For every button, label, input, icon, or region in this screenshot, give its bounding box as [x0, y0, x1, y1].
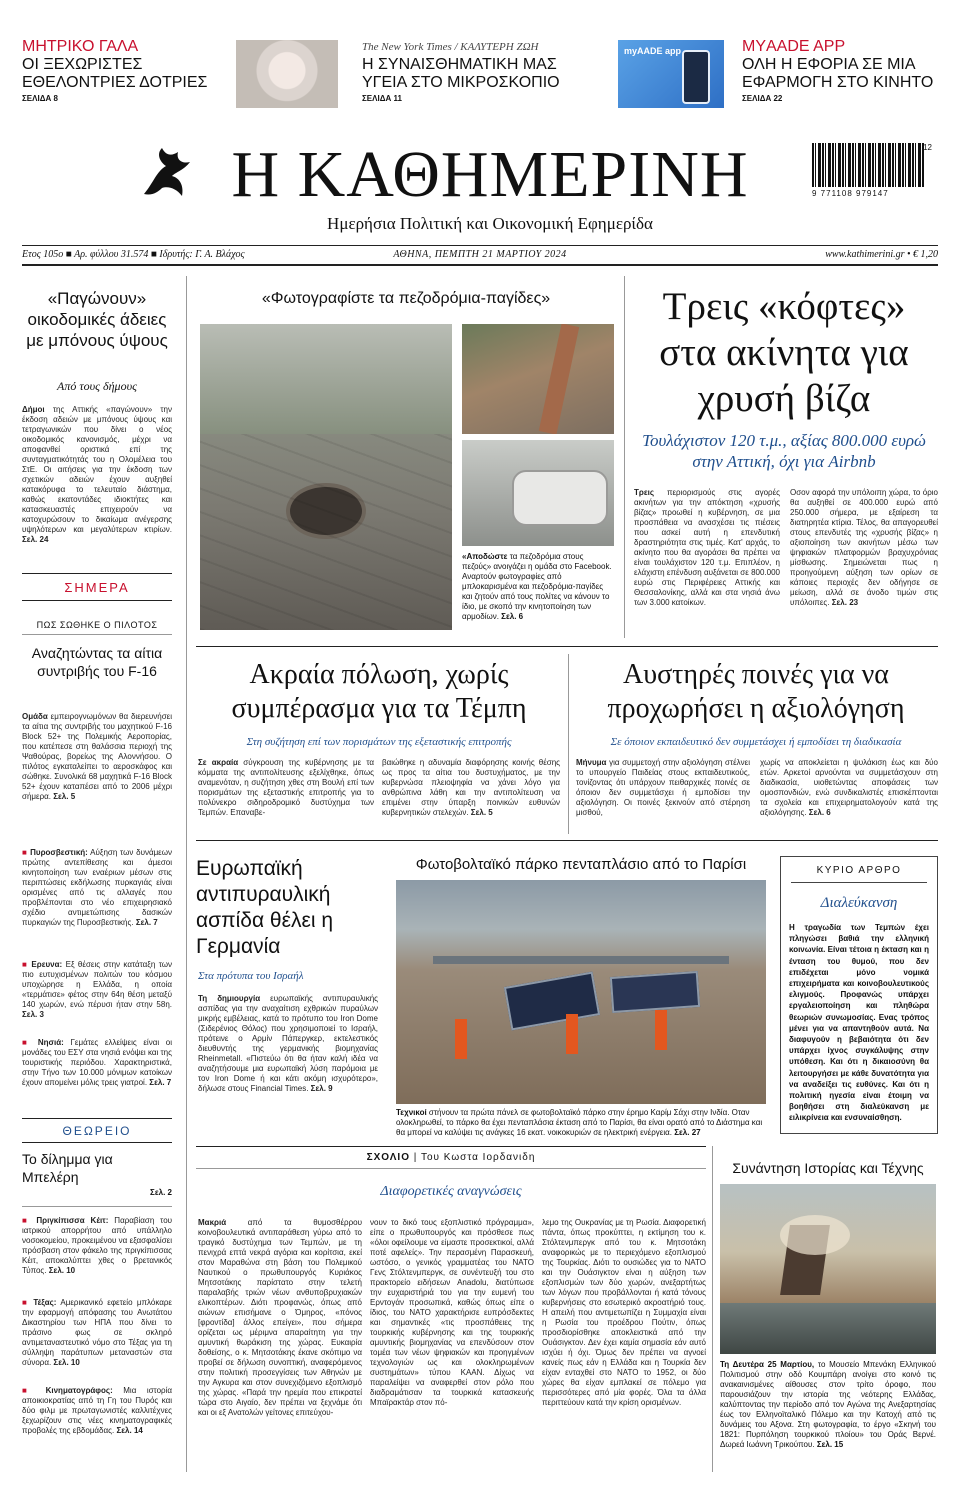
- page-ref: Σελ. 7: [149, 1078, 172, 1087]
- brief-lead: Πριγκίπισσα Κέιτ:: [36, 1216, 109, 1225]
- germany-headline[interactable]: Ευρωπαϊκή αντιπυραυλική ασπίδα θέλει η Γερμανία: [196, 857, 334, 958]
- body-text: Παραβίαση του ιατρικού απορρήτου από υπάλληλο νοσοκομείου, προκειμένου να εξασφαλίσει πρόσβαση στον φάκελο της πριγκίπισσας Κέιτ, αποκαλύπτει χθες ο βρετανικός Τύπος.: [22, 1216, 173, 1275]
- divider: [196, 1146, 706, 1147]
- comment-author: Του Κωστα Ιορδανιδη: [420, 1152, 536, 1163]
- teaser-myaade-image: [618, 40, 724, 108]
- left-lead-body: [22, 405, 172, 565]
- divider: [22, 1142, 172, 1143]
- column-divider: [624, 276, 625, 638]
- divider: [22, 573, 172, 574]
- caption-lead: Τεχνικοί: [396, 1108, 427, 1117]
- body-text: Μια ιστορία αποικιοκρατίας από τη Γη του Πυρός και δύο φιλμ με πρωταγωνιστές καλλιτέχνες ξεχωρίζουν στις νέες κινηματογραφικές προβολές της εβδομάδας.: [22, 1386, 172, 1435]
- theoreio-headline[interactable]: Το δίλημμα για Μπελέρη: [22, 1151, 113, 1185]
- editorial-body: Η τραγωδία των Τεμπών έχει πληγώσει βαθιά την ελληνική κοινωνία. Είναι τέτοια η έκταση και η ένταση του θυμού, που δεν επιδέχεται μόνο νομικά επιχειρήματα και κοινοβουλευτικούς ελιγμούς. Προφανώς υπάρχει εργαλειοποίηση και πληθώρα θεωριών συνωμοσίας. Ενας τρόπος μένει για να απαντηθούν αυτά. Να διαφυγούν η βεβαιότητα ότι δεν υπάρχει ίχνος συγκάλυψης στην υπόθεση. Και ότι η δικαιοσύνη θα λειτουργήσει με κάθε δυνατότητα για να αναδείξει τις ευθύνες. Και ότι η πολιτική ηγεσία είναι έτοιμη να βοηθήσει στη διαλεύκανση με ειλικρίνεια και ενσυναίσθηση.: [789, 923, 929, 1123]
- body-text: Αμερικανικό εφετείο μπλόκαρε την εφαρμογή απόφασης του Ανωτάτου Δικαστηρίου των ΗΠΑ που δίνει το πράσινο φως σε σκληρό αντιμεταναστευτικό νόμο στο Τέξας για τη σύλληψη παράτυπων μεταναστών στα σύνορα.: [22, 1298, 172, 1367]
- caption-text: τα πεζοδρόμια στους πεζούς» ανοιγάζει η ομάδα στο Facebook. Αναρτούν φωτογραφίες από μπλοκαρισμένα και πεζοδρόμια-παγίδες και ζητούν από τους πολίτες να κάνουν το ίδιο, με σκοπό την κινητοποίηση των αρμοδίων.: [462, 552, 612, 621]
- page-ref: Σελ. 6: [808, 808, 831, 817]
- brief-item[interactable]: ■ Τέξας: Αμερικανικό εφετείο μπλόκαρε την εφαρμογή απόφασης του Ανωτάτου Δικαστηρίου των ΗΠΑ που δίνει το πράσινο φως σε σκληρό αντιμεταναστευτικό νόμο στο Τέξας για τη σύλληψη παράτυπων μεταναστών στα σύνορα. Σελ. 10: [22, 1298, 172, 1367]
- solar-headline[interactable]: Φωτοβολταϊκό πάρκο πενταπλάσιο από το Παρίσι: [415, 856, 747, 873]
- barcode: [812, 143, 932, 199]
- myaade-logo: myAADE app: [624, 46, 682, 56]
- penalties-col1: [576, 758, 750, 832]
- comment-label: ΣΧΟΛΙΟ | Του Κωστα Ιορδανιδη: [366, 1152, 536, 1163]
- solar-caption: [396, 1108, 768, 1142]
- teaser-headline: ΕΦΑΡΜΟΓΗ ΣΤΟ ΚΙΝΗΤΟ: [742, 74, 934, 91]
- body-text: βαιώθηκε η αδυναμία διαφόρησης κοινής θέσης ως προς τα αίτια του δυστυχήματος, με την κυβερνώσα πλειοψηφία να χάνει λόγο για ανθρώπινα λάθη και την αντιπολίτευση να επιμένει στην ύπαρξη ποινικών ευθυνών κυβερνητικών στελεχών.: [382, 758, 560, 817]
- teaser-kicker: ΜΗΤΡΙΚΟ ΓΑΛΑ: [22, 38, 139, 55]
- comment-col1: [198, 1218, 362, 1474]
- page-ref: Σελ. 24: [22, 535, 49, 544]
- brief-item[interactable]: ■ Νησιά: Γεμάτες ελλείψεις είναι οι μονάδες του ΕΣΥ στα νησιά ενόψει και της τουριστικής περιόδου. Χαρακτηριστικά, στην Τήνο των 10.000 μόνιμων κατοίκων έχουν απομείνει μόλις τρεις γιατροί. Σελ. 7: [22, 1038, 172, 1087]
- lead-word: Ομάδα: [22, 712, 48, 721]
- editorial-title: Διαλεύκανση: [820, 895, 898, 911]
- pilot-kicker: ΠΩΣ ΣΩΘΗΚΕ Ο ΠΙΛΟΤΟΣ: [36, 620, 158, 630]
- tempi-col1: [198, 758, 374, 832]
- editorial-box[interactable]: [780, 856, 938, 1134]
- body-text: χωρίς να αποκλείεται η ψυλάκιση έως και δύο ετών. Αρκετοί αρνούνται να συμμετάσχουν στη διαδικασία, υιοθετώντας αποφάσεις των ομοσπονδιών, ενώ συνδικαλιστές επισκέπτονται τα σχολεία και επιχειρηματολογούν κατά της αξιολόγησης.: [760, 758, 938, 817]
- page-ref: Σελ. 3: [22, 1010, 44, 1019]
- teaser-2[interactable]: [362, 38, 592, 112]
- page-ref: Σελ. 27: [674, 1128, 701, 1137]
- brief-lead: Ερευνα:: [31, 960, 63, 969]
- section-label-theoreio: ΘΕΩΡΕΙΟ: [62, 1124, 132, 1138]
- griffin-logo-icon: [136, 142, 198, 204]
- comment-title[interactable]: Διαφορετικές αναγνώσεις: [380, 1184, 522, 1199]
- sidewalk-photo-main: [200, 324, 452, 630]
- teaser-3[interactable]: [742, 38, 952, 112]
- body-text: για συμμετοχή στην αξιολόγηση στέλνει το υπουργείο Παιδείας στους εκπαιδευτικούς, τονίζοντας ότι υπάρχουν πειθαρχικές ποινές σε όποιον δεν συμμετάσχει ή εμποδίσει την αξιολόγηση. Οι ποινές ξεκινούν από στέρηση μισθού,: [576, 758, 750, 817]
- teaser-headline: ΥΓΕΙΑ ΣΤΟ ΜΙΚΡΟΣΚΟΠΙΟ: [362, 74, 560, 91]
- body-text: Οσον αφορά την υπόλοιπη χώρα, το όριο θα αυξηθεί σε 400.000 ευρώ από 250.000 σήμερα, με εξαίρεση τα διατηρητέα κτίρια. Τέλος, θα απαγορευθεί στους επενδυτές της «χρυσής βίζας» η αξιοποίηση των ακινήτων μέσω των ψηφιακών πλατφορμών βραχυχρόνιας μίσθωσης. Σημειώνεται πως η προηγούμενη αύξηση των ορίων σε κάποιες περιοχές δεν οδήγησε σε μείωση, αλλά σε άνοδο τιμών στις υπόλοιπες.: [790, 488, 938, 607]
- comment-col3: [542, 1218, 706, 1474]
- pilot-body: [22, 712, 172, 840]
- brief-lead: Κινηματογράφος:: [45, 1386, 113, 1395]
- section-label-simera: ΣΗΜΕΡΑ: [64, 580, 130, 595]
- golden-visa-col1: [634, 488, 780, 634]
- golden-visa-sub: Τουλάχιστον 120 τ.μ., αξίας 800.000 ευρώ στην Αττική, όχι για Airbnb: [642, 431, 926, 471]
- tempi-headline[interactable]: Ακραία πόλωση, χωρίς συμπέρασμα για τα Τέμπη: [231, 659, 527, 724]
- page-ref: Σελ. 15: [816, 1440, 844, 1449]
- divider: [22, 600, 172, 601]
- divider: [196, 840, 938, 841]
- editorial-label: ΚΥΡΙΟ ΑΡΘΡΟ: [791, 865, 927, 883]
- infoline-center: ΑΘΗΝΑ, ΠΕΜΠΤΗ 21 ΜΑΡΤΙΟΥ 2024: [393, 249, 567, 260]
- body-text: λεμο της Ουκρανίας με τη Ρωσία. Διαφορετική πάντα, όπως προκύπτει, η εκτίμηση του κ. Στόλτενμπεργκ από του κ. Μητσοτάκη αναφορικώς με το περιεχόμενο εξοπλισμού της Τουρκίας. Διότι το ουσιώδες για το ΝΑΤΟ και την Ουάσιγκτον είναι η αύξηση των εξοπλισμών των δύο χωρών, ανεξαρτήτως των λόγων που προβάλλονται ή κατά τόνους κυβερνήσεις στο εσωτερικό ακροατήριό τους. Η απειλή που αντιμετωπίζει η Συμμαχία είναι η Ρωσία του προέδρου Πούτιν, όπως προσδιορίσθηκε αποκλειστικά από την Ουάσιγκτον. Δεν έχει καμία σημασία εάν αυτό ισχύει ή όχι. Όμως δεν πρέπει να αγνοεί κανείς πως εάν η Ελλάδα και η Τουρκία δεν είχαν ενταχθεί στο ΝΑΤΟ το 1952, οι δύο χώρες θα είχαν εμπλακεί σε πόλεμο για περισσότερες από μία φορές. Όλα τα άλλα περιττεύουν κατά την κρίση ορισμένων.: [542, 1218, 706, 1407]
- teaser-headline: ΟΙ ΞΕΧΩΡΙΣΤΕΣ: [22, 56, 143, 73]
- teaser-headline: Η ΣΥΝΑΙΣΘΗΜΑΤΙΚΗ ΜΑΣ: [362, 56, 557, 73]
- page-ref: Σελ. 5: [53, 792, 76, 801]
- caption-text: στήνουν τα πρώτα πάνελ σε φωτοβολταϊκό πάρκο στην έρημο Καρίμ Σάχι στην Ινδία. Οταν ολοκληρωθεί, το πάρκο θα έχει πενταπλάσια έκταση από το Παρίσι, θα είναι ορατό από το Διάστημα και θα μπορεί να καλύψει τις ανάγκες 16 εκατ. νοικοκυριών σε ηλεκτρική ενέργεια.: [396, 1108, 763, 1137]
- brief-lead: Πυροσβεστική:: [30, 848, 88, 857]
- divider: [22, 264, 938, 266]
- page-ref: Σελ. 10: [48, 1266, 76, 1275]
- penalties-sub: Σε όποιον εκπαιδευτικό δεν συμμετάσχει ή εμποδίσει τη διαδικασία: [610, 736, 902, 748]
- body-text: της Αττικής «παγώνουν» την έκδοση αδειών με μπόνους ύψους και τετραγωνικών που δίνει ο νέος οικοδομικός κανονισμός, μέχρι να αποφανθεί οριστικά επί της συνταγματικότητάς του η Ολομέλεια του ΣτΕ. Οι αιτήσεις για την έκδοση των σχετικών αδειών έχουν αυξηθεί κατακόρυφα το τελευταίο διάστημα, καθώς εκατοντάδες ιδιοκτήτες και κατασκευαστές επιχειρούν να κατοχυρώσουν το δικαίωμα ανέγερσης υψηλότερων και μεγαλύτερων κτιρίων.: [22, 405, 172, 534]
- phone-image: [682, 50, 710, 104]
- teaser-kicker: ΜΥAADE APP: [742, 38, 846, 55]
- page-ref: Σελ. 7: [135, 918, 158, 927]
- comment-col2: [370, 1218, 534, 1474]
- body-text: από τα θυμοσθέρρου κοινοβουλευτικά αντιπαράθεση γύρω από το τραγικό δυστύχημα των Τεμπών, με τη πενιχρά επτά νεκρά αγόρια και κορίτσια, εκεί στον Μαραθώνα στη βάση του Πολεμικού Ναυτικού ο πρωθυπουργός Κυριάκος Μητσοτάκης παρίστατο στην τελετή παραλαβής τριών νέων ανθυποβρυχιακών ελικοπτέρων. Διότι προφανώς, όπως από αιώνων επισήμανε ο Όμηρος, «πόνος [φροντίδα] άλλος επείγει», που σήμερα ορίζεται ως μέριμνα απαραίτητη για την αμυντική θωράκιση της χώρας. Ευκαιρία δοθείσης, ο κ. Μητσοτάκης έκανε σκόπιμο να προβεί σε δήλωση συνοπτική, αναφερόμενος στην πολιτική προσεγγίσεις των Αθηνών με την Αγκυρα και στον συνεχιζόμενο εξοπλισμό της χώρας. «Παρά την ηρεμία που επικρατεί τώρα στο Αιγαίο, δεν πρέπει να ξεχνάμε ότι και οι εξ Ανατολών γείτονες επιτεύχου-: [198, 1218, 362, 1417]
- left-lead-headline[interactable]: «Παγώνουν» οικοδομικές άδειες με μπόνους ύψους: [26, 289, 168, 350]
- lead-word: Δήμοι: [22, 405, 45, 414]
- barcode-number: 9 771108 979147: [812, 189, 889, 198]
- column-divider: [712, 1146, 713, 1472]
- page-ref: Σελ. 6: [501, 612, 524, 621]
- body-text: νουν το δικό τους εξοπλιστικό πρόγραμμα», είπε ο πρωθυπουργός και πρόσθεσε πως «όλοι οφείλουμε να είμαστε προσεκτικοί, αλλά ποτέ αφελείς». Την περασμένη Παρασκευή, ωστόσο, ο γενικός γραμματέας του ΝΑΤΟ Γενς Στόλτενμπεργκ, σε συνέντευξή του στο πρακτορείο ειδήσεων Anadolu, διατύπωσε την ευχαριστήριά του για την ευμενή του Ερντογάν προσωπικά, καθώς όπως είπε ο ίδιος, του ΝΑΤΟ χαρακτήρισε ευπρόσδεκτες και σημαντικές «τις προσπάθειες της τουρκικής κυβέρνησης και της τουρκικής αμυντικής βιομηχανίας να επενδύσουν στον τομέα των νέων ψηφιακών και προηγμένων τεχνολογιών ως και ολοκληρωμένων συστημάτων» τύπου ΚΑΑΝ. Δίχως να παραλείψει να αναφερθεί στον ρόλο που διαδραμάτισαν τα τουρκικά κατασκευής Μπαϊρακτάρ στον πό-: [370, 1218, 534, 1407]
- page-ref: Σελ. 5: [470, 808, 493, 817]
- column-divider: [568, 654, 569, 834]
- germany-sub: Στα πρότυπα του Ισραήλ: [198, 970, 304, 982]
- caption-lead: «Αποδώστε: [462, 552, 508, 561]
- caption-lead: Τη Δευτέρα 25 Μαρτίου,: [720, 1360, 815, 1369]
- divider: [22, 1206, 172, 1207]
- barcode-issue: 12: [923, 143, 932, 152]
- penalties-headline[interactable]: Αυστηρές ποινές για να προχωρήσει η αξιολόγηση: [607, 659, 905, 724]
- brief-lead: Νησιά:: [37, 1038, 64, 1047]
- penalties-col2: [760, 758, 938, 832]
- divider: [196, 646, 938, 647]
- body-text: Αύξηση των δυνάμεων πρώτης αντεπίθεσης και άμεσοι κινητοποίηση των εναέριων μέσων στις περιπτώσεις εκδήλωσης πυρκαγιάς είναι ορισμένες από τις αλλαγές που προβλέπονται στο νέο επιχειρησιακό σχέδιο αντιμετώπισης δασικών πυρκαγιών της Πυροσβεστικής.: [22, 848, 172, 927]
- culture-painting: [720, 1184, 936, 1354]
- lead-word: Μακριά: [198, 1218, 227, 1227]
- teaser-page: ΣΕΛΙΔΑ 8: [22, 94, 58, 103]
- solar-photo: [396, 880, 766, 1104]
- photo-story-caption: [462, 552, 614, 636]
- culture-headline[interactable]: Συνάντηση Ιστορίας και Τέχνης: [732, 1160, 924, 1176]
- page-ref: Σελ. 2: [150, 1188, 172, 1197]
- brief-lead: Τέξας:: [33, 1298, 57, 1307]
- caption-text: το Μουσείο Μπενάκη Ελληνικού Πολιτισμού στην οδό Κουμπάρη ανοίγει στο κοινό τις ανακαινισμένες αίθουσες στον τρίτο όροφο, που παρουσιάζουν την ιστορία της νεότερης Ελλάδας, καλύπτοντας την περίοδο από τον Αγώνα της Ανεξαρτησίας έως τον Ελληνοϊταλικό Πόλεμο και την Κατοχή από τις δυνάμεις του Αξονα. Στη φωτογραφία, το έργο «Σκηνή του 1821: Πυρπόληση τουρκικού πλοίου» του Οράς Βερνέ. Δωρεά Ιωάννη Τρικούπου.: [720, 1360, 936, 1449]
- lead-word: Μήνυμα: [576, 758, 607, 767]
- tempi-col2: [382, 758, 560, 832]
- body-text: περιορισμούς στις αγορές ακινήτων για την απόκτηση «χρυσής βίζας» προωθεί η κυβέρνηση, σε μια προσπάθεια να ανασχέσει τις πιέσεις που ασκεί αυτή η επενδυτική δραστηριότητα στις τιμές. Κατ' αρχάς, το ακίνητο που θα αγοράσει θα πρέπει να είναι τουλάχιστον 120 τ.μ. Επιπλέον, η ελάχιστη επένδυση αυξάνεται σε 800.000 ευρώ στις Περιφέρειες Αττικής και Θεσσαλονίκης, αλλά και στα νησιά άνω των 3.000 κατοίκων.: [634, 488, 780, 607]
- brief-item[interactable]: ■ Κινηματογράφος: Μια ιστορία αποικιοκρατίας από τη Γη του Πυρός και δύο φιλμ με πρωταγωνιστές καλλιτέχνες ξεχωρίζουν στις νέες κινηματογραφικές προβολές της εβδομάδας. Σελ. 14: [22, 1386, 172, 1435]
- teaser-page: ΣΕΛΙΔΑ 11: [362, 94, 402, 103]
- left-lead-sub: Από τους δήμους: [57, 379, 137, 393]
- infoline-left: Ετος 105ο ■ Αρ. φύλλου 31.574 ■ Ιδρυτής: Γ. Α. Βλάχος: [22, 249, 245, 260]
- divider: [22, 634, 172, 635]
- sidewalk-photo-tree: [462, 324, 614, 434]
- golden-visa-col2: [790, 488, 938, 634]
- germany-body: [198, 994, 378, 1130]
- page-ref: Σελ. 9: [310, 1084, 333, 1093]
- lead-word: Σε ακραία: [198, 758, 239, 767]
- teaser-brain-image: [236, 40, 338, 108]
- newspaper-title: Η ΚΑΘΗΜΕΡΙΝΗ: [231, 138, 749, 211]
- teaser-headline: ΕΘΕΛΟΝΤΡΙΕΣ ΔΟΤΡΙΕΣ: [22, 74, 208, 91]
- body-text: Εξ θέσεις στην κατάταξη των πιο ευτυχισμένων πολιτών του κόσμου υποχώρησε η Ελλάδα, η οποία «τερμάτισε» φέτος στην 64η θέση μεταξύ 140 χωρών, ενώ πέρυσι ήταν στην 58η.: [22, 960, 172, 1009]
- tempi-sub: Στη συζήτηση επί των πορισμάτων της εξεταστικής επιτροπής: [246, 736, 512, 748]
- lead-word: Τη δημιουργία: [198, 994, 261, 1003]
- page-ref: Σελ. 10: [53, 1358, 80, 1367]
- body-text: σύγκρουση της κυβέρνησης με τα κόμματα της αντιπολίτευσης εξελίχθηκε, όπως αναμενόταν, η συζήτηση χθες στη Βουλή επί των πορισμάτων της εξεταστικής επιτροπής για το πολύνεκρο σιδηροδρομικό δυστύχημα των Τεμπών. Επαναβε-: [198, 758, 374, 817]
- culture-caption: [720, 1360, 936, 1470]
- sidewalk-photo-cars: [462, 440, 614, 546]
- golden-visa-headline[interactable]: Τρεις «κόφτες» στα ακίνητα για χρυσή βίζα: [659, 285, 909, 420]
- column-divider: [186, 276, 187, 1472]
- divider: [22, 1118, 172, 1119]
- page-ref: Σελ. 23: [831, 598, 859, 607]
- body-text: Γεμάτες ελλείψεις είναι οι μονάδες του ΕΣΥ στα νησιά ενόψει και της τουριστικής περιόδου. Χαρακτηριστικά, στην Τήνο των 10.000 μόνιμων κατοίκων έχουν απομείνει μόλις τρεις γιατροί.: [22, 1038, 172, 1087]
- body-text: εμπειρογνωμόνων θα διερευνήσει τα αίτια της συντριβής του μαχητικού F-16 Block 52+ της Πολεμικής Αεροπορίας, που κατέπεσε στη θαλάσσια περιοχή της Ψαθούρας, βορείως της Αλοννήσου. Ο πιλότος εγκαταλείπει το αεροσκάφος και σώθηκε. Συνολικά 68 μαχητικά F-16 Block 52+ έχουν καταπέσει από το 2006 μέχρι σήμερα.: [22, 712, 172, 801]
- brief-item[interactable]: ■ Ερευνα: Εξ θέσεις στην κατάταξη των πιο ευτυχισμένων πολιτών του κόσμου υποχώρησε η Ελλάδα, η οποία «τερμάτισε» φέτος στην 64η θέση μεταξύ 140 χωρών, ενώ πέρυσι ήταν στην 58η. Σελ. 3: [22, 960, 172, 1019]
- brief-item[interactable]: ■ Πυροσβεστική: Αύξηση των δυνάμεων πρώτης αντεπίθεσης και άμεσοι κινητοποίηση των εναέριων μέσων στις περιπτώσεις εκδήλωσης πυρκαγιάς είναι ορισμένες από τις αλλαγές που προβλέπονται στο νέο επιχειρησιακό σχέδιο αντιμετώπισης δασικών πυρκαγιών της Πυροσβεστικής. Σελ. 7: [22, 848, 172, 927]
- infoline-right: www.kathimerini.gr • € 1,20: [825, 249, 938, 260]
- brief-item[interactable]: ■ Πριγκίπισσα Κέιτ: Παραβίαση του ιατρικού απορρήτου από υπάλληλο νοσοκομείου, προκειμένου να εξασφαλίσει πρόσβαση στον φάκελο της πριγκίπισσας Κέιτ, αποκαλύπτει χθες ο βρετανικός Τύπος. Σελ. 10: [22, 1216, 173, 1275]
- teaser-kicker: The New York Times / ΚΑΛΥΤΕΡΗ ΖΩΗ: [362, 41, 539, 53]
- page-ref: Σελ. 14: [116, 1426, 143, 1435]
- divider: [22, 245, 938, 246]
- lead-word: Τρεις: [634, 488, 655, 497]
- teaser-page: ΣΕΛΙΔΑ 22: [742, 94, 783, 103]
- comment-label-text: ΣΧΟΛΙΟ: [366, 1152, 410, 1163]
- newspaper-subtitle: Ημερήσια Πολιτική και Οικονομική Εφημερίδα: [327, 214, 653, 233]
- pilot-headline[interactable]: Αναζητώντας τα αίτια συντριβής του F-16: [31, 645, 163, 679]
- teaser-1[interactable]: [22, 38, 222, 112]
- teaser-headline: ΟΛΗ Η ΕΦΟΡΙΑ ΣΕ ΜΙΑ: [742, 56, 916, 73]
- divider: [196, 1168, 706, 1169]
- photo-story-headline[interactable]: «Φωτογραφίστε τα πεζοδρόμια-παγίδες»: [261, 290, 551, 307]
- body-text: ευρωπαϊκής αντιπυραυλικής ασπίδας για την αναχαίτιση εχθρικών πυραύλων μικρής εμβέλειας, κατά το πρότυπο του Iron Dome (Σιδερένιος Θόλος) που χρησιμοποιεί το Ισραήλ, πρότεινε ο Αρμίν Πάπεργκερ, εκτελεστικός διευθυντής της γερμανικής βιομηχανίας Rheinmetall. «Πιστεύω ότι θα ήταν καλή ιδέα να αναζητήσουμε μια ευρωπαϊκή λύση παρόμοια με τον Iron Dome ή και κάτι ακόμη ισχυρότερο», δήλωσε στους Financial Times.: [198, 994, 378, 1093]
